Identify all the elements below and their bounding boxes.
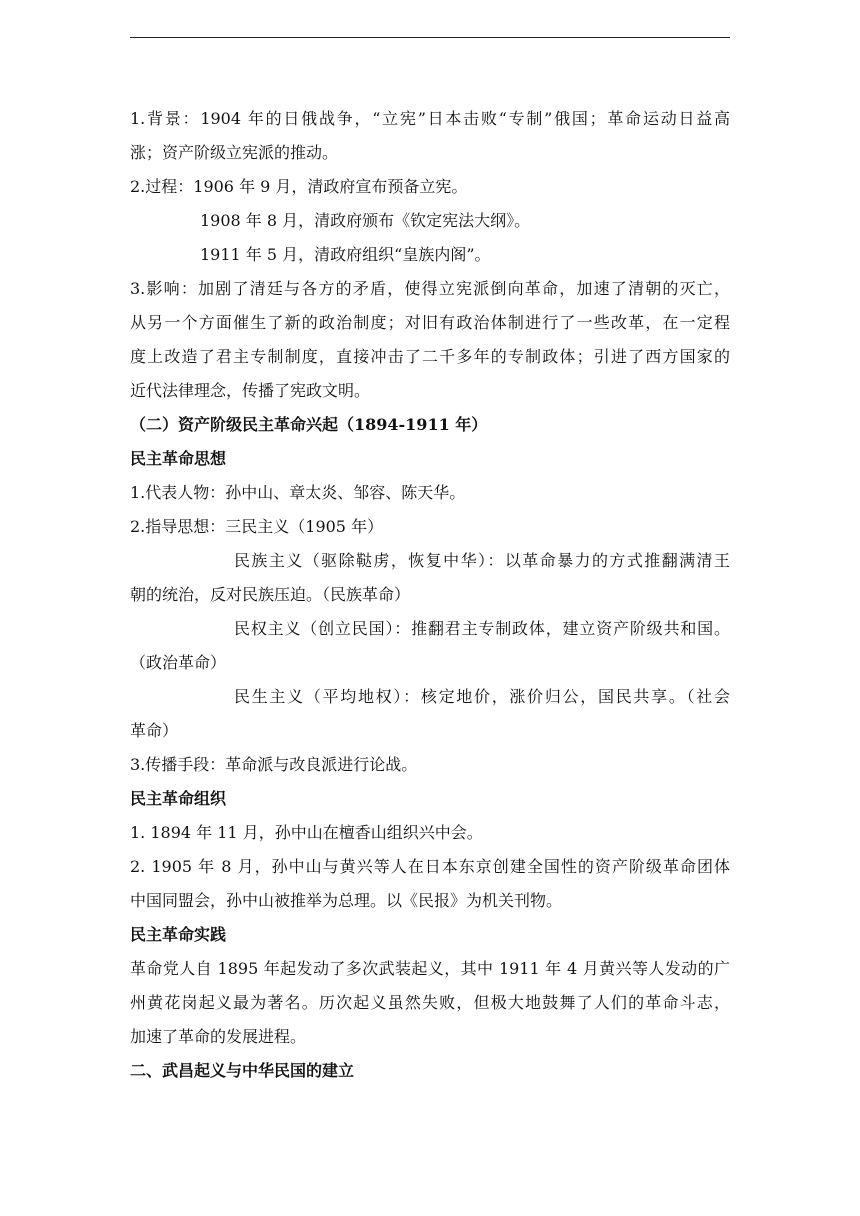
thought-guiding: 2.指导思想：三民主义（1905 年） [130,517,384,536]
organization-item-2-line-2: 中国同盟会，孙中山被推举为总理。以《民报》为机关刊物。 [130,891,563,910]
process-line-2: 1908 年 8 月，清政府颁布《钦定宪法大纲》。 [200,211,531,230]
subheading-thought: 民主革命思想 [130,449,227,468]
process-line-1: 2.过程：1906 年 9 月，清政府宣布预备立宪。 [130,177,468,196]
background-line-1: 1.背景：1904 年的日俄战争，“立宪”日本击败“专制”俄国；革命运动日益高 [130,109,730,128]
organization-item-1: 1. 1894 年 11 月，孙中山在檀香山组织兴中会。 [130,823,483,842]
practice-line-3: 加速了革命的发展进程。 [130,1027,307,1046]
impact-line-1: 3.影响：加剧了清廷与各方的矛盾，使得立宪派倒向革命，加速了清朝的灭亡， [130,279,730,298]
thought-spread: 3.传播手段：革命派与改良派进行论战。 [130,755,418,774]
practice-line-2: 州黄花岗起义最为著名。历次起义虽然失败，但极大地鼓舞了人们的革命斗志， [130,993,730,1012]
thought-figures: 1.代表人物：孙中山、章太炎、邹容、陈天华。 [130,483,466,502]
organization-item-2-line-1: 2. 1905 年 8 月，孙中山与黄兴等人在日本东京创建全国性的资产阶级革命团体 [130,857,730,876]
democracy-line-2: （政治革命） [130,653,227,672]
background-line-2: 涨；资产阶级立宪派的推动。 [130,143,339,162]
subheading-organization: 民主革命组织 [130,789,227,808]
document-body [130,102,730,1088]
democracy-line-1: 民权主义（创立民国）：推翻君主专制政体，建立资产阶级共和国。 [234,619,730,638]
nationalism-line-2: 朝的统治，反对民族压迫。（民族革命） [130,585,411,604]
impact-line-4: 近代法律理念，传播了宪政文明。 [130,381,371,400]
livelihood-line-2: 革命） [130,721,179,740]
section-heading-revolution: （二）资产阶级民主革命兴起（1894-1911 年） [130,415,488,434]
impact-line-2: 从另一个方面催生了新的政治制度；对旧有政治体制进行了一些改革，在一定程 [130,313,730,332]
impact-line-3: 度上改造了君主专制制度，直接冲击了二千多年的专制政体；引进了西方国家的 [130,347,730,366]
section-heading-wuchang: 二、武昌起义与中华民国的建立 [130,1061,355,1080]
nationalism-line-1: 民族主义（驱除鞑虏，恢复中华）：以革命暴力的方式推翻满清王 [234,551,730,570]
livelihood-line-1: 民生主义（平均地权）：核定地价，涨价归公，国民共享。（社会 [234,687,730,706]
process-line-3: 1911 年 5 月，清政府组织“皇族内阁”。 [200,245,491,264]
subheading-practice: 民主革命实践 [130,925,227,944]
practice-line-1: 革命党人自 1895 年起发动了多次武装起义，其中 1911 年 4 月黄兴等人发动的广 [130,959,730,978]
header-rule [130,37,730,38]
